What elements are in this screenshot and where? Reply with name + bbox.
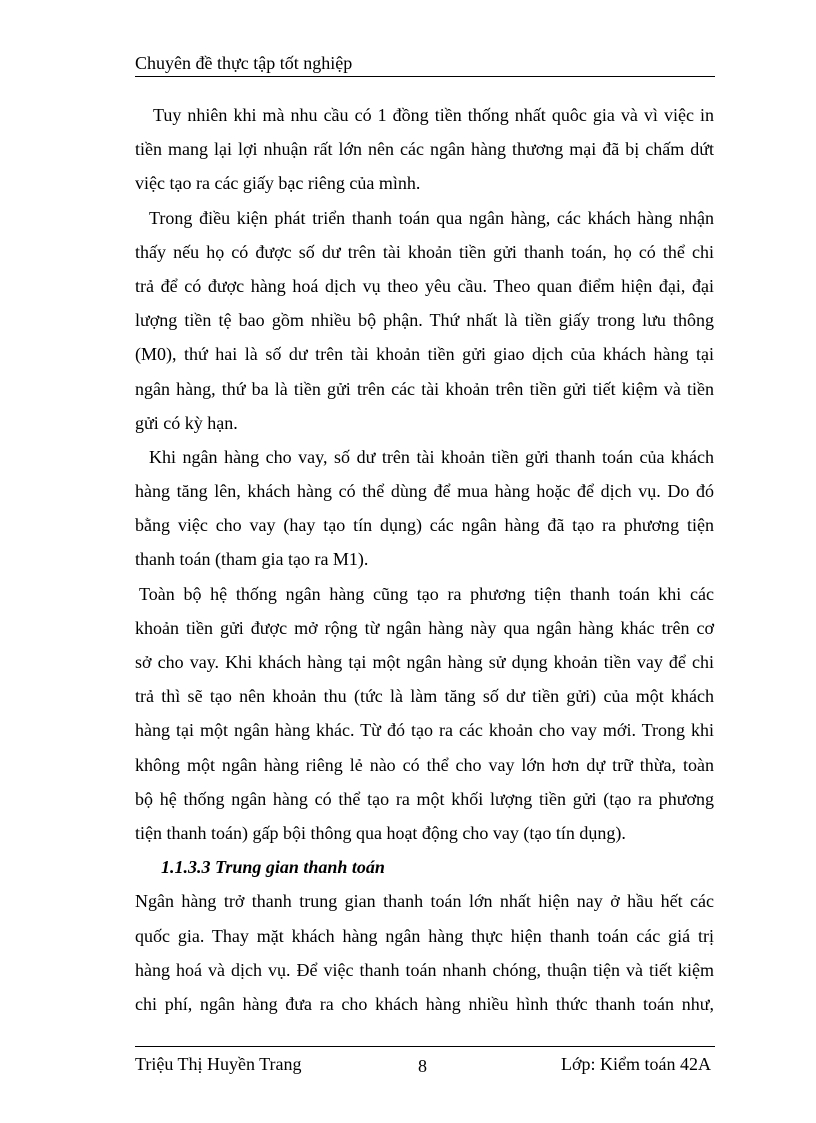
- paragraph-line: Ngân hàng trở thanh trung gian thanh toán lớn nhất hiện nay ở hầu hết các: [135, 891, 714, 912]
- paragraph-line: quốc gia. Thay mặt khách hàng ngân hàng thực hiện thanh toán các giá trị: [135, 925, 714, 946]
- paragraph-line: việc tạo ra các giấy bạc riêng của mình.: [135, 173, 421, 194]
- page-number: 8: [418, 1056, 427, 1076]
- paragraph-line: tiền mang lại lợi nhuận rất lớn nên các ngân hàng thương mại đã bị chấm dứt: [135, 139, 714, 160]
- paragraph-line: Khi ngân hàng cho vay, số dư trên tài khoản tiền gửi thanh toán của khách: [149, 446, 714, 467]
- page-header: [135, 50, 715, 77]
- footer-class-label: Lớp: Kiểm toán 42A: [561, 1054, 711, 1074]
- paragraph-line: hàng tại một ngân hàng khác. Từ đó tạo ra các khoản cho vay mới. Trong khi: [135, 720, 714, 741]
- paragraph-line: Trong điều kiện phát triển thanh toán qua ngân hàng, các khách hàng nhận: [149, 207, 714, 228]
- paragraph-line: tiện thanh toán) gấp bội thông qua hoạt động cho vay (tạo tín dụng).: [135, 822, 626, 843]
- paragraph-line: thấy nếu họ có được số dư trên tài khoản tiền gửi thanh toán, họ có thể chi: [135, 241, 714, 262]
- page-footer: [135, 1046, 715, 1077]
- document-body: [135, 98, 714, 1021]
- paragraph-line: bằng việc cho vay (hay tạo tín dụng) các ngân hàng đã tạo ra phương tiện: [135, 515, 714, 536]
- paragraph-line: sở cho vay. Khi khách hàng tại một ngân hàng sử dụng khoản tiền vay để chi: [135, 652, 714, 672]
- paragraph-line: chi phí, ngân hàng đưa ra cho khách hàng nhiều hình thức thanh toán như,: [135, 993, 714, 1014]
- footer-author: Triệu Thị Huyền Trang: [135, 1054, 302, 1074]
- paragraph-line: hàng tăng lên, khách hàng có thể dùng để mua hàng hoặc để dịch vụ. Do đó: [135, 481, 714, 502]
- paragraph-line: ngân hàng, thứ ba là tiền gửi trên các tài khoản trên tiền gửi tiết kiệm và tiền: [135, 378, 714, 399]
- paragraph-line: Toàn bộ hệ thống ngân hàng cũng tạo ra phương tiện thanh toán khi các: [139, 583, 714, 604]
- paragraph-line: khoản tiền gửi được mở rộng từ ngân hàng này qua ngân hàng khác trên cơ: [135, 617, 714, 638]
- paragraph-line: trả để có được hàng hoá dịch vụ theo yêu cầu. Theo quan điểm hiện đại, đại: [135, 275, 714, 296]
- paragraph-line: hàng hoá và dịch vụ. Để việc thanh toán nhanh chóng, thuận tiện và tiết kiệm: [135, 959, 714, 980]
- paragraph-line: thanh toán (tham gia tạo ra M1).: [135, 549, 369, 570]
- paragraph-line: (M0), thứ hai là số dư trên tài khoản tiền gửi giao dịch của khách hàng tại: [135, 344, 714, 365]
- section-heading: 1.1.3.3 Trung gian thanh toán: [161, 857, 385, 878]
- paragraph-line: Tuy nhiên khi mà nhu cầu có 1 đồng tiền thống nhất quôc gia và vì việc in: [153, 105, 714, 125]
- paragraph-line: lượng tiền tệ bao gồm nhiều bộ phận. Thứ nhất là tiền giấy trong lưu thông: [135, 310, 714, 331]
- header-title: Chuyên đề thực tập tốt nghiệp: [135, 53, 353, 73]
- paragraph-line: không một ngân hàng riêng lẻ nào có thể cho vay lớn hơn dự trữ thừa, toàn: [135, 754, 714, 775]
- paragraph-line: trả thì sẽ tạo nên khoản thu (tức là làm tăng số dư tiền gửi) của một khách: [135, 686, 714, 707]
- paragraph-line: gửi có kỳ hạn.: [135, 412, 238, 433]
- paragraph-line: bộ hệ thống ngân hàng có thể tạo ra một khối lượng tiền gửi (tạo ra phương: [135, 788, 714, 809]
